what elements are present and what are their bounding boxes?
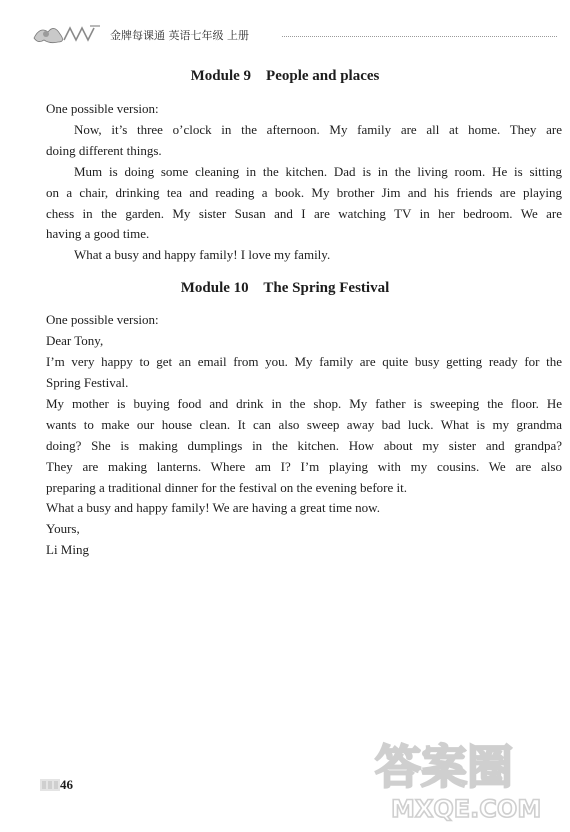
module-9-line: having a good time. (46, 226, 150, 241)
letter-greeting: Dear Tony, (46, 333, 104, 348)
module-9-line: chess in the garden. My sister Susan and I are watching TV in her bedroom. We are (46, 206, 562, 221)
module-9-line: What a busy and happy family! I love my family. (74, 247, 331, 262)
page-header (30, 22, 560, 48)
page-number: 46 (60, 777, 73, 792)
module-9-line: Now, it’s three o’clock in the afternoon. My family are all at home. They are (74, 122, 562, 137)
module-10-line: My mother is buying food and drink in the shop. My father is sweeping the floor. He (46, 396, 562, 411)
letter-signature: Li Ming (46, 542, 89, 557)
module-10-line: What a busy and happy family! We are having a great time now. (46, 500, 380, 515)
series-logo-icon (30, 22, 102, 46)
module-10-line: wants to make our house clean. It can also sweep away bad luck. What is my grandma (46, 417, 562, 432)
module-9-version-label: One possible version: (46, 101, 159, 116)
letter-closing: Yours, (46, 521, 80, 536)
module-10-line: Spring Festival. (46, 375, 129, 390)
module-10-version-label: One possible version: (46, 312, 159, 327)
series-title: 金牌每课通 英语七年级 上册 (110, 29, 249, 42)
watermark-text-bottom: MXQE.COM (391, 795, 542, 823)
module-9-title: Module 9 People and places (190, 68, 380, 84)
header-divider (282, 36, 557, 37)
module-9-line: on a chair, drinking tea and reading a book. My brother Jim and his friends are playing (46, 185, 562, 200)
watermark-text-top: 答案圈 (375, 740, 513, 794)
module-9-line: doing different things. (46, 143, 162, 158)
module-9-line: Mum is doing some cleaning in the kitchen. Dad is in the living room. He is sitting (74, 164, 562, 179)
watermark-logo (355, 725, 560, 825)
module-10-line: doing? She is making dumplings in the kitchen. How about my sister and grandpa? (46, 438, 562, 453)
module-10-title: Module 10 The Spring Festival (180, 280, 390, 296)
module-10-line: They are making lanterns. Where am I? I’m playing with my cousins. We are also (46, 459, 562, 474)
module-10-line: I’m very happy to get an email from you. My family are quite busy getting ready for the (46, 354, 562, 369)
module-10-line: preparing a traditional dinner for the festival on the evening before it. (46, 480, 407, 495)
